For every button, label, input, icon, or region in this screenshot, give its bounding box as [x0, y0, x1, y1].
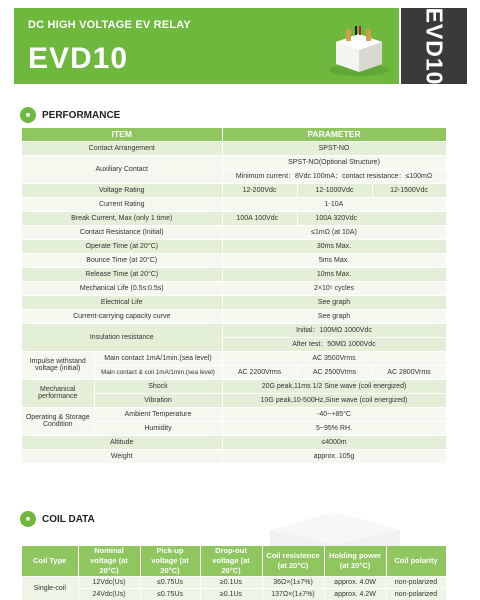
table-row: Contact Resistance (Initial) ≤1mΩ (at 10A): [22, 225, 446, 239]
banner-subtitle: DC HIGH VOLTAGE EV RELAY: [28, 19, 191, 31]
table-row: Current-carrying capacity curve See graph: [22, 309, 446, 323]
table-row: Minimum current：8Vdc 100mA；contact resistance：≤100mΩ: [22, 169, 446, 183]
table-row: Auxiliary Contact SPST-NO(Optional Structure): [22, 155, 446, 169]
coil-title: COIL DATA: [42, 513, 95, 525]
table-row: Bounce Time (at 20°C) 5ms Max.: [22, 253, 446, 267]
table-row: Impulse withstand voltage (initial) Main contact 1mA/1min.(sea level) AC 3500Vrms: [22, 351, 446, 365]
table-row: Humidity 5~95% RH.: [22, 421, 446, 435]
col-item-header: ITEM: [22, 128, 222, 141]
side-tab: [401, 8, 467, 84]
performance-title: PERFORMANCE: [42, 109, 121, 121]
table-header-row: [22, 128, 446, 141]
performance-section-header: [20, 107, 120, 123]
table-row: Operating & Storage Condition Ambient Temperature -40~+85°C: [22, 407, 446, 421]
table-row: Voltage Rating 12-200Vdc 12-1000Vdc 12-1500Vdc: [22, 183, 446, 197]
table-row: Contact Arrangement SPST-NO: [22, 141, 446, 155]
table-row: Electrical Life See graph: [22, 295, 446, 309]
table-row: Current Rating 1-10A: [22, 197, 446, 211]
table-row: Break Current, Max (only 1 time) 100A 100Vdc 100A 320Vdc: [22, 211, 446, 225]
table-row: Insulation resistance Initial：100MΩ 1000Vdc: [22, 323, 446, 337]
table-row: Weight approx. 105g: [22, 449, 446, 463]
coil-section-header: [20, 511, 95, 527]
table-row: After test：50MΩ 1000Vdc: [22, 337, 446, 351]
coil-data-table: [22, 546, 447, 600]
table-row: Altitude ≤4000m: [22, 435, 446, 449]
table-row: Release Time (at 20°C) 10ms Max.: [22, 267, 446, 281]
section-bullet-icon: ■: [20, 107, 36, 123]
table-row: Mechanical performance Shock 20G peak,11ms 1/2 Sine wave (coil energized): [22, 379, 446, 393]
table-row: Mechanical Life (0.5s:0.5s) 2×10⁵ cycles: [22, 281, 446, 295]
table-row: 24Vdc(Us) ≤0.75Us ≥0.1Us 137Ω×(1±7%) approx. 4.2W non-polarized: [22, 589, 446, 600]
relay-product-image: [324, 20, 394, 80]
table-row: Single-coil 12Vdc(Us) ≤0.75Us ≥0.1Us 36Ω×(1±7%) approx. 4.0W non-polarized: [22, 577, 446, 589]
table-row: Main contact & coil 1mA/1min.(sea level) AC 2200Vrms AC 2500Vrms AC 2800Vrms: [22, 365, 446, 379]
performance-table: [22, 128, 447, 464]
product-title: EVD10: [28, 42, 129, 75]
coil-header-row: Coil Type Nominal voltage (at 20°C) Pick-up voltage (at 20°C) Drop-out voltage (at 20°C) Coil resistence (at 20°C) Holding power (at 20°C) Coil polarity: [22, 546, 446, 577]
side-tab-label: EVD10: [421, 7, 448, 85]
col-parameter-header: PARAMETER: [222, 128, 446, 141]
header-banner: [14, 8, 399, 84]
section-bullet-icon: ■: [20, 511, 36, 527]
table-row: Vibration 10G peak,10-500Hz,Sine wave (coil energized): [22, 393, 446, 407]
table-row: Operate Time (at 20°C) 30ms Max.: [22, 239, 446, 253]
